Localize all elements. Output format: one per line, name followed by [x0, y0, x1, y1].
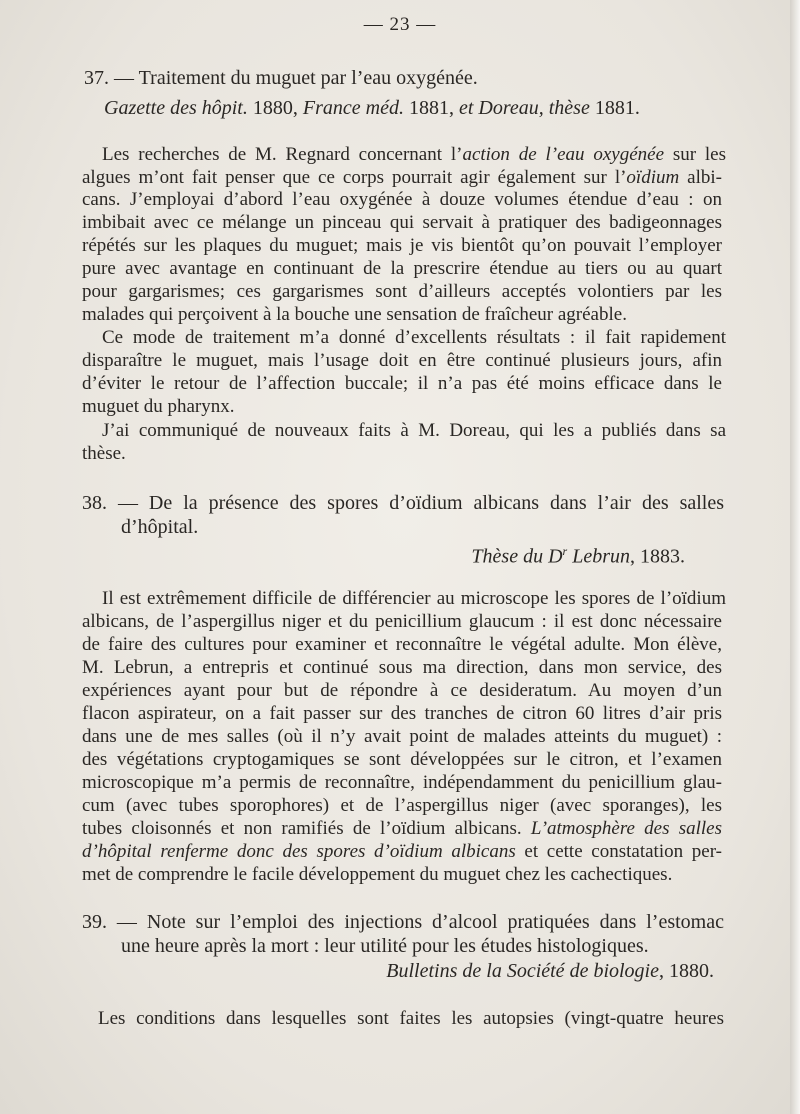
paragraph-line: Il est extrêmement difficile de différencier au microscope les spores de l’oïdium — [102, 588, 726, 609]
paragraph-line: cans. J’employai d’abord l’eau oxygénée à douze volumes étendue d’eau : on — [82, 189, 722, 210]
paragraph-line: imbibait avec ce mélange un pinceau qui servait à pratiquer des badigeonnages — [82, 212, 722, 233]
entry-39-title-cont: une heure après la mort : leur utilité pour les études histologiques. — [121, 935, 649, 957]
entry-38-title: 38. — De la présence des spores d’oïdium albicans dans l’air des salles — [82, 492, 724, 514]
entry-37-citation: Gazette des hôpit. 1880, France méd. 1881, et Doreau, thèse 1881. — [104, 97, 640, 119]
entry-38-citation: Thèse du $D^r$ Lebrun, 1883. — [471, 544, 685, 568]
page-number: — 23 — — [363, 14, 437, 35]
paragraph-line: J’ai communiqué de nouveaux faits à M. Doreau, qui les a publiés dans sa — [102, 420, 726, 441]
paragraph-line: tubes cloisonnés et non ramifiés de l’oïdium albicans. L’atmosphère des salles — [82, 818, 722, 839]
paragraph-line: disparaître le muguet, mais l’usage doit en être continué plusieurs jours, afin — [82, 350, 722, 371]
paragraph-line: dans une de mes salles (où il n’y avait point de malades atteints du muguet) : — [82, 726, 722, 747]
paragraph-line: albicans, de l’aspergillus niger et du penicillium glaucum : il est donc nécessaire — [82, 611, 722, 632]
paragraph-line: Ce mode de traitement m’a donné d’excellents résultats : il fait rapidement — [102, 327, 726, 348]
paragraph-line: d’éviter le retour de l’affection buccale; il n’a pas été moins efficace dans le — [82, 373, 722, 394]
paragraph-line: répétés sur les plaques du muguet; mais je vis bientôt qu’on pouvait l’employer — [82, 235, 722, 256]
entry-37-title: 37. — Traitement du muguet par l’eau oxygénée. — [84, 67, 478, 89]
entry-39-citation: Bulletins de la Société de biologie, 1880. — [386, 960, 714, 982]
paragraph-line: thèse. — [82, 443, 126, 464]
paragraph-line: algues m’ont fait penser que ce corps pourrait agir également sur l’oïdium albi- — [82, 167, 722, 188]
paragraph-line: d’hôpital renferme donc des spores d’oïdium albicans et cette constatation per- — [82, 841, 722, 862]
paragraph-line: flacon aspirateur, on a fait passer sur des tranches de citron 60 litres d’air pris — [82, 703, 722, 724]
paragraph-line: malades qui perçoivent à la bouche une sensation de fraîcheur agréable. — [82, 304, 627, 325]
paragraph-line: Les conditions dans lesquelles sont faites les autopsies (vingt-quatre heures — [98, 1008, 724, 1029]
paragraph-line: pure avec avantage en continuant de la prescrire étendue au tiers ou au quart — [82, 258, 722, 279]
paragraph-line: des végétations cryptogamiques se sont développées sur le citron, et l’examen — [82, 749, 722, 770]
entry-38-title-cont: d’hôpital. — [121, 516, 199, 538]
paragraph-line: pour gargarismes; ces gargarismes sont d’ailleurs acceptés volontiers par les — [82, 281, 722, 302]
entry-39-title: 39. — Note sur l’emploi des injections d’alcool pratiquées dans l’estomac — [82, 911, 724, 933]
paragraph-line: cum (avec tubes sporophores) et de l’aspergillus niger (avec sporanges), les — [82, 795, 722, 816]
paragraph-line: microscopique m’a permis de reconnaître, indépendamment du penicillium glau- — [82, 772, 722, 793]
paragraph-line: met de comprendre le facile développement du muguet chez les cachectiques. — [82, 864, 673, 885]
paragraph-line: Les recherches de M. Regnard concernant l’action de l’eau oxygénée sur les — [102, 144, 726, 165]
paragraph-line: muguet du pharynx. — [82, 396, 235, 417]
paragraph-line: expériences ayant pour but de répondre à ce desideratum. Au moyen d’un — [82, 680, 722, 701]
page-edge-shadow — [790, 0, 800, 1114]
paragraph-line: de faire des cultures pour examiner et reconnaître le végétal adulte. Mon élève, — [82, 634, 722, 655]
paragraph-line: M. Lebrun, a entrepris et continué sous ma direction, dans mon service, des — [82, 657, 722, 678]
